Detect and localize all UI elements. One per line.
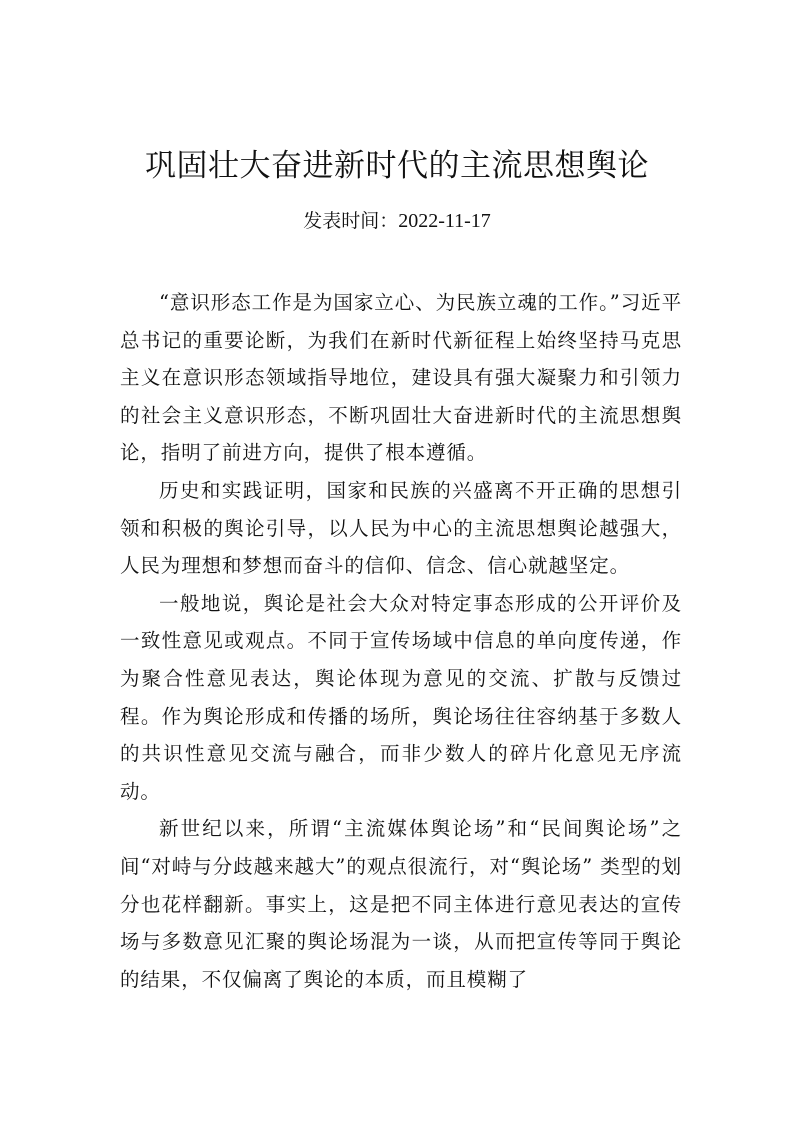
paragraph-4: 新世纪以来，所谓“主流媒体舆论场”和“民间舆论场”之间“对峙与分歧越来越大”的观点很流行，对“舆论场” 类型的划分也花样翻新。事实上，这是把不同主体进行意见表达的宣传场与多数意见汇聚的舆论场混为一谈，从而把宣传等同于舆论的结果，不仅偏离了舆论的本质，而且模糊了 — [120, 817, 682, 991]
publish-date-label: 发表时间： — [303, 210, 399, 232]
article-body — [120, 284, 682, 998]
publish-date — [0, 208, 794, 234]
publish-date-value: 2022-11-17 — [398, 210, 491, 232]
paragraph-1: “意识形态工作是为国家立心、为民族立魂的工作。”习近平总书记的重要论断，为我们在新时代新征程上始终坚持马克思主义在意识形态领域指导地位，建设具有强大凝聚力和引领力的社会主义意识形态，不断巩固壮大奋进新时代的主流思想舆论，指明了前进方向，提供了根本遵循。 — [120, 291, 682, 465]
document-title: 巩固壮大奋进新时代的主流思想舆论 — [145, 148, 649, 184]
paragraph-3: 一般地说，舆论是社会大众对特定事态形成的公开评价及一致性意见或观点。不同于宣传场域中信息的单向度传递，作为聚合性意见表达，舆论体现为意见的交流、扩散与反馈过程。作为舆论形成和传播的场所，舆论场往往容纳基于多数人的共识性意见交流与融合，而非少数人的碎片化意见无序流动。 — [120, 591, 682, 803]
paragraph-2: 历史和实践证明，国家和民族的兴盛离不开正确的思想引领和积极的舆论引导，以人民为中心的主流思想舆论越强大，人民为理想和梦想而奋斗的信仰、信念、信心就越坚定。 — [120, 478, 682, 578]
